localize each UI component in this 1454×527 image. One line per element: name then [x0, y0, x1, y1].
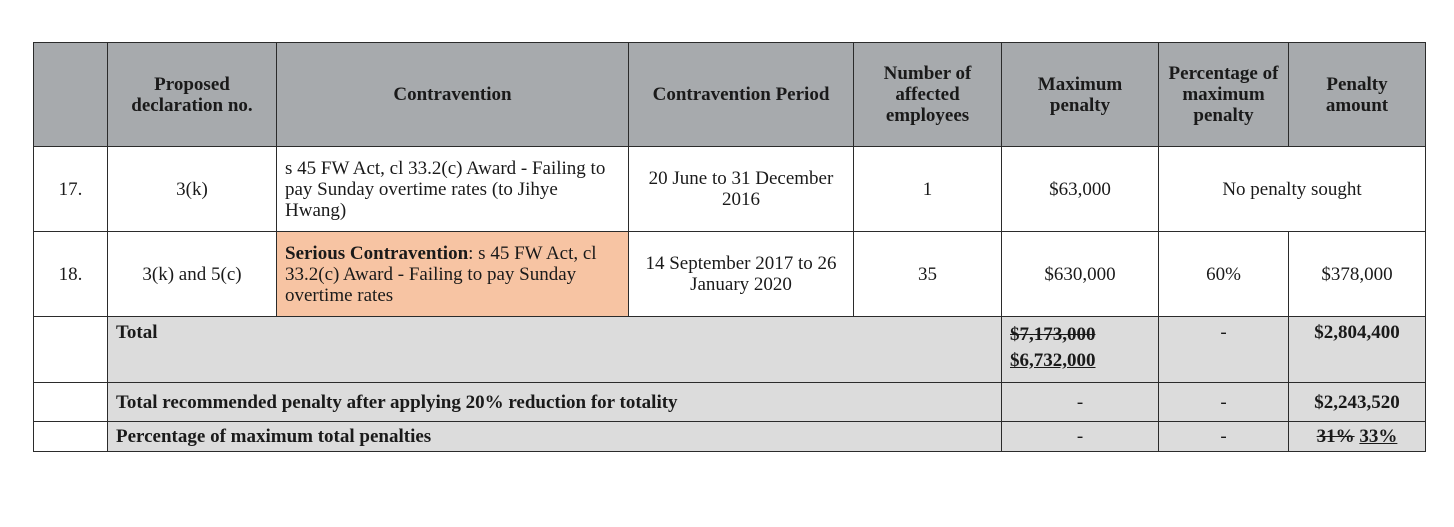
total-amount: $2,804,400 [1289, 317, 1426, 383]
row-declaration: 3(k) [108, 147, 277, 232]
total-blank [34, 317, 108, 383]
header-blank [34, 43, 108, 147]
total-max-old: $7,173,000 [1010, 324, 1096, 345]
percentage-new: 33% [1359, 426, 1398, 447]
header-pct-max: Percentage of maximum penalty [1159, 43, 1289, 147]
total-pct: - [1159, 317, 1289, 383]
recommended-amount: $2,243,520 [1289, 383, 1426, 422]
total-max-penalty [1002, 317, 1159, 383]
recommended-blank [34, 383, 108, 422]
row-employees: 1 [854, 147, 1002, 232]
table-row [34, 232, 1426, 317]
row-employees: 35 [854, 232, 1002, 317]
row-max-penalty: $630,000 [1002, 232, 1159, 317]
row-penalty-amount: $378,000 [1289, 232, 1426, 317]
recommended-row [34, 383, 1426, 422]
row-period: 20 June to 31 December 2016 [629, 147, 854, 232]
header-penalty-amount: Penalty amount [1289, 43, 1426, 147]
percentage-row [34, 422, 1426, 452]
recommended-pct: - [1159, 383, 1289, 422]
percentage-amount [1289, 422, 1426, 452]
row-contravention [277, 232, 629, 317]
row-pct: 60% [1159, 232, 1289, 317]
row-no-penalty: No penalty sought [1159, 147, 1426, 232]
header-row [34, 43, 1426, 147]
header-declaration: Proposed declaration no. [108, 43, 277, 147]
row-number: 18. [34, 232, 108, 317]
recommended-label-bold: 20% [465, 391, 504, 413]
total-max-new: $6,732,000 [1010, 350, 1096, 371]
percentage-max: - [1002, 422, 1159, 452]
row-declaration: 3(k) and 5(c) [108, 232, 277, 317]
recommended-max: - [1002, 383, 1159, 422]
header-contravention: Contravention [277, 43, 629, 147]
header-period: Contravention Period [629, 43, 854, 147]
header-employees: Number of affected employees [854, 43, 1002, 147]
recommended-label [108, 383, 1002, 422]
percentage-blank [34, 422, 108, 452]
recommended-label-part2: reduction for totality [503, 391, 678, 413]
percentage-pct: - [1159, 422, 1289, 452]
percentage-old: 31% [1316, 426, 1355, 447]
row-max-penalty: $63,000 [1002, 147, 1159, 232]
total-label: Total [108, 317, 1002, 383]
percentage-label: Percentage of maximum total penalties [108, 422, 1002, 452]
recommended-label-part1: Total recommended penalty after applying [116, 391, 466, 413]
serious-contravention-label: Serious Contravention [285, 242, 469, 264]
contravention-detail: : s 45 FW Act, cl 33.2(c) Award - Failing to pay Sunday overtime rates [285, 242, 597, 306]
row-period: 14 September 2017 to 26 January 2020 [629, 232, 854, 317]
table-row [34, 147, 1426, 232]
row-contravention: s 45 FW Act, cl 33.2(c) Award - Failing to pay Sunday overtime rates (to Jihye Hwang) [277, 147, 629, 232]
penalty-table [33, 42, 1426, 452]
row-number: 17. [34, 147, 108, 232]
header-max-penalty: Maximum penalty [1002, 43, 1159, 147]
total-row [34, 317, 1426, 383]
